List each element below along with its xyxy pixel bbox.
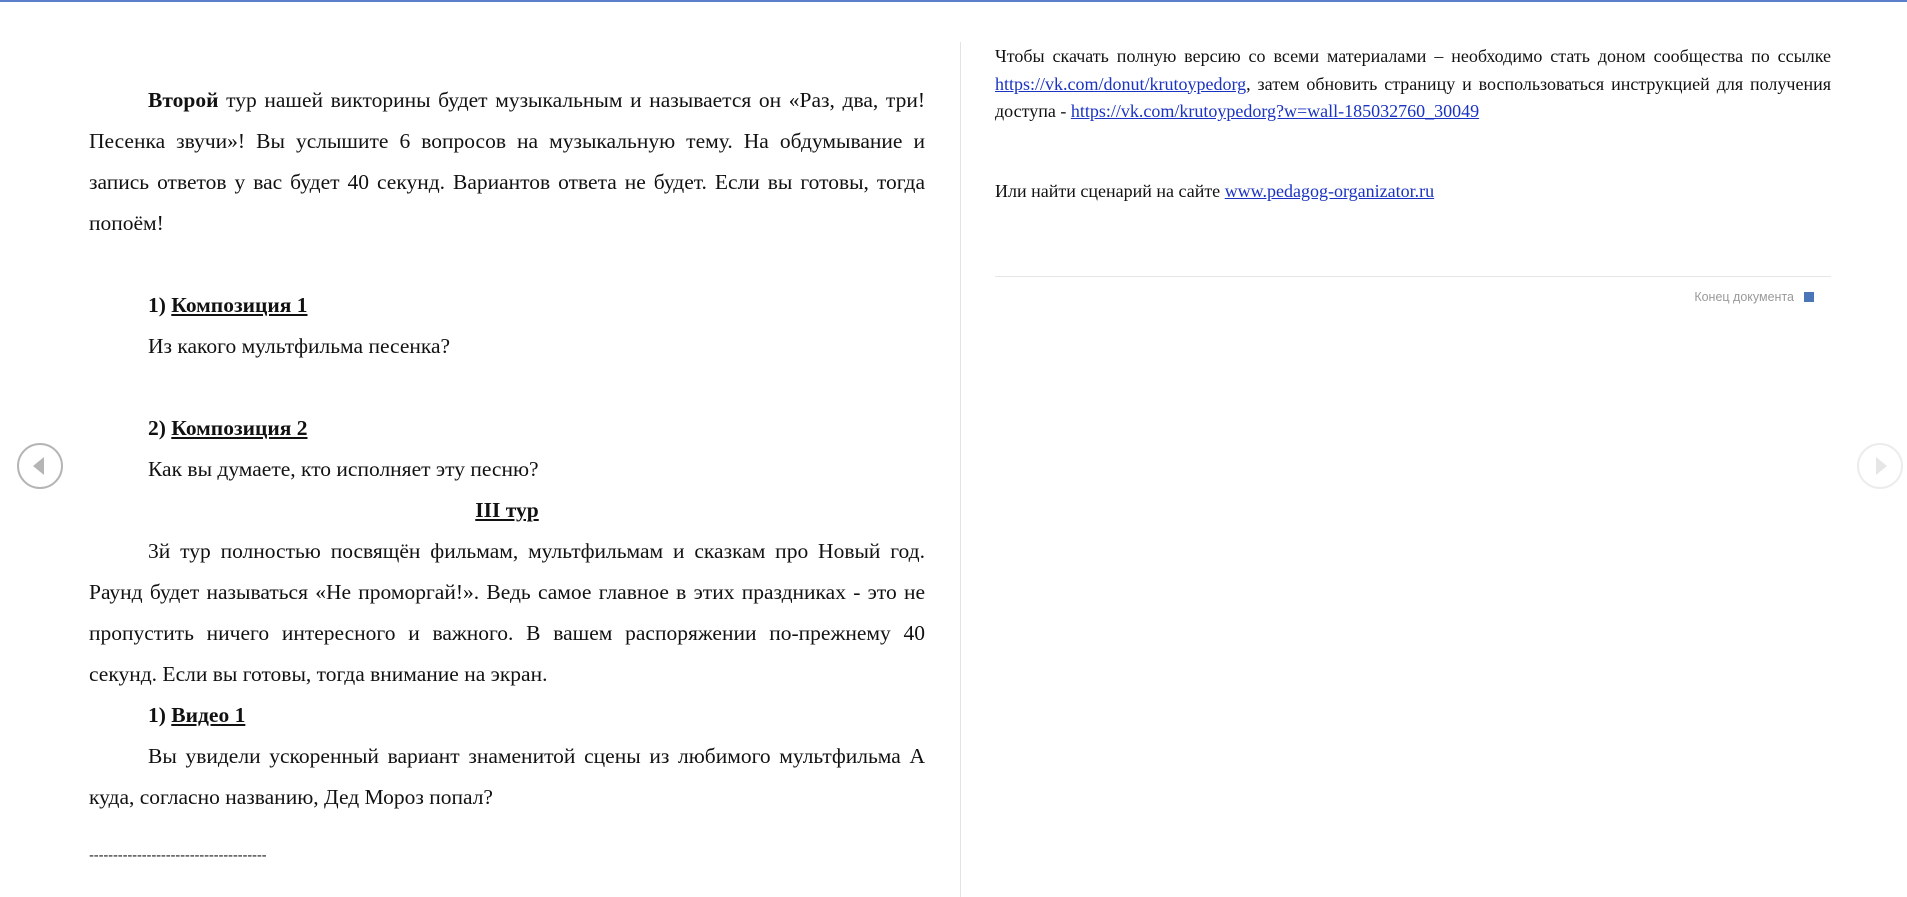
item-heading-1: [89, 285, 925, 326]
download-text-middle: , затем обновить страницу и воспользоваться инструкцией для получения доступа -: [995, 73, 1831, 121]
site-paragraph: [995, 178, 1831, 206]
next-page-button[interactable]: [1857, 443, 1903, 489]
right-page: [995, 43, 1831, 205]
item-heading-2: [89, 408, 925, 449]
end-of-document-marker: [1694, 290, 1814, 304]
item-title: Видео 1: [171, 703, 246, 727]
video-paragraph: Вы увидели ускоренный вариант знаменитой сцены из любимого мультфильма А куда, согласно названию, Дед Мороз попал?: [89, 744, 925, 809]
chevron-right-icon: [1859, 445, 1901, 487]
footnote-separator: -------------------------------------: [89, 847, 267, 864]
site-text: Или найти сценарий на сайте: [995, 180, 1225, 201]
item-question-1: Из какого мультфильма песенка?: [148, 334, 451, 358]
video-heading-1: [89, 695, 925, 736]
download-paragraph: [995, 43, 1831, 126]
item-title: Композиция 2: [171, 416, 308, 440]
chevron-left-icon: [19, 445, 61, 487]
round3-heading: III тур: [475, 498, 539, 522]
left-page: [89, 80, 925, 865]
previous-page-button[interactable]: [17, 443, 63, 489]
intro-bold-word: Второй: [148, 88, 219, 112]
intro-paragraph: [89, 80, 925, 244]
item-question-2: Как вы думаете, кто исполняет эту песню?: [148, 457, 539, 481]
end-of-document-rule: [995, 276, 1831, 277]
end-square-icon: [1804, 292, 1814, 302]
item-title: Композиция 1: [171, 293, 308, 317]
item-number: 1): [148, 703, 172, 727]
donut-link[interactable]: https://vk.com/donut/krutoypedorg: [995, 73, 1247, 94]
site-link[interactable]: www.pedagog-organizator.ru: [1224, 180, 1435, 201]
end-of-document-label: Конец документа: [1694, 290, 1794, 304]
download-text-start: Чтобы скачать полную версию со всеми материалами – необходимо стать доном сообщества по ссылке: [995, 46, 1831, 66]
round3-paragraph: 3й тур полностью посвящён фильмам, мультфильмам и сказкам про Новый год. Раунд будет называться «Не проморгай!». Ведь самое главное в этих праздниках - это не пропустить ничего интересного и важного. В вашем распоряжении по-прежнему 40 секунд. Если вы готовы, тогда внимание на экран.: [89, 539, 925, 686]
item-number: 2): [148, 416, 172, 440]
wall-post-link[interactable]: https://vk.com/krutoypedorg?w=wall-185032760_30049: [1070, 101, 1480, 121]
top-accent-bar: [0, 0, 1907, 2]
item-number: 1): [148, 293, 172, 317]
page-divider: [960, 42, 961, 897]
intro-text: тур нашей викторины будет музыкальным и называется он «Раз, два, три! Песенка звучи»! Вы услышите 6 вопросов на музыкальную тему. На обдумывание и запись ответов у вас будет 40 секунд. Вариантов ответа не будет. Если вы готовы, тогда попоём!: [89, 88, 925, 235]
